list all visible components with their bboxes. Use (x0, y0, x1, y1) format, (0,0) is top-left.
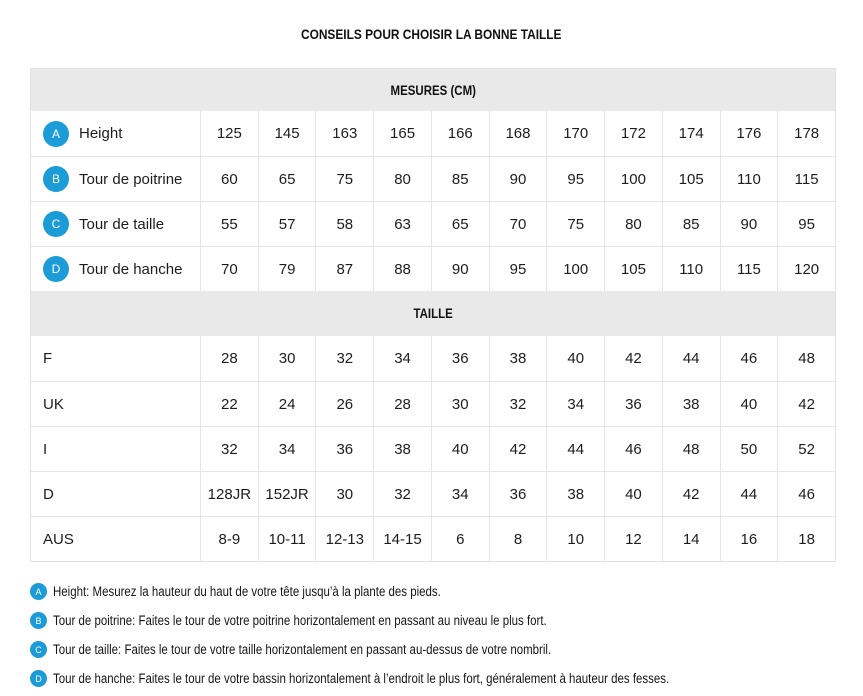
value-cell: 90 (720, 202, 778, 246)
page-title-text: CONSEILS POUR CHOISIR LA BONNE TAILLE (301, 26, 562, 42)
value-cell: 36 (489, 472, 547, 516)
value-cell: 18 (777, 517, 835, 561)
value-cell: 125 (200, 111, 258, 156)
value-cell: 38 (546, 472, 604, 516)
value-cell: 70 (489, 202, 547, 246)
row-label-cell (31, 202, 200, 246)
row-label: F (43, 350, 53, 367)
value-cell: 44 (546, 427, 604, 471)
value-cell: 145 (258, 111, 316, 156)
value-cell: 79 (258, 247, 316, 291)
value-cell: 38 (489, 336, 547, 381)
table-row (31, 246, 835, 291)
value-cell: 40 (431, 427, 489, 471)
mesures-header-text: MESURES (CM) (390, 82, 476, 98)
value-cell: 115 (777, 157, 835, 201)
value-cell: 40 (546, 336, 604, 381)
value-cell: 12 (604, 517, 662, 561)
page-title (0, 26, 863, 42)
footnote-text: Height: Mesurez la hauteur du haut de votre tête jusqu’à la plante des pieds. (53, 584, 441, 599)
value-cell: 163 (315, 111, 373, 156)
value-cell: 128JR (200, 472, 258, 516)
table-row (31, 201, 835, 246)
value-cell: 14-15 (373, 517, 431, 561)
value-cell: 44 (662, 336, 720, 381)
row-label-cell (31, 472, 200, 516)
value-cell: 65 (258, 157, 316, 201)
value-cell: 50 (720, 427, 778, 471)
row-label: Height (79, 125, 123, 142)
footnote-hanche (30, 664, 863, 693)
value-cell: 24 (258, 382, 316, 426)
value-cell: 46 (720, 336, 778, 381)
value-cell: 10 (546, 517, 604, 561)
table-row (31, 111, 835, 156)
table-row (31, 471, 835, 516)
value-cell: 55 (200, 202, 258, 246)
row-label-cell (31, 247, 200, 291)
value-cell: 85 (662, 202, 720, 246)
row-label-cell (31, 382, 200, 426)
letter-c-badge-icon: C (43, 211, 69, 237)
value-cell: 85 (431, 157, 489, 201)
value-cell: 110 (662, 247, 720, 291)
value-cell: 46 (777, 472, 835, 516)
value-cell: 28 (373, 382, 431, 426)
value-cell: 22 (200, 382, 258, 426)
value-cell: 36 (315, 427, 373, 471)
value-cell: 80 (604, 202, 662, 246)
row-label: AUS (43, 530, 74, 548)
value-cell: 36 (604, 382, 662, 426)
value-cell: 88 (373, 247, 431, 291)
value-cell: 63 (373, 202, 431, 246)
value-cell: 44 (720, 472, 778, 516)
value-cell: 30 (315, 472, 373, 516)
value-cell: 176 (720, 111, 778, 156)
value-cell: 105 (662, 157, 720, 201)
value-cell: 95 (777, 202, 835, 246)
taille-header (31, 291, 835, 336)
row-label: Tour de poitrine (79, 170, 183, 188)
value-cell: 38 (662, 382, 720, 426)
value-cell: 14 (662, 517, 720, 561)
value-cell: 48 (777, 336, 835, 381)
letter-a-badge-icon: A (30, 583, 47, 600)
value-cell: 105 (604, 247, 662, 291)
value-cell: 100 (604, 157, 662, 201)
value-cell: 170 (546, 111, 604, 156)
value-cell: 32 (373, 472, 431, 516)
value-cell: 120 (777, 247, 835, 291)
value-cell: 100 (546, 247, 604, 291)
value-cell: 60 (200, 157, 258, 201)
row-label: D (43, 485, 54, 503)
row-label-cell (31, 517, 200, 561)
letter-b-badge-icon: B (30, 612, 47, 629)
value-cell: 38 (373, 427, 431, 471)
row-label-cell (31, 427, 200, 471)
value-cell: 95 (489, 247, 547, 291)
taille-rows (31, 336, 835, 561)
footnote-poitrine (30, 606, 863, 635)
row-label: Tour de hanche (79, 260, 183, 278)
value-cell: 42 (489, 427, 547, 471)
value-cell: 46 (604, 427, 662, 471)
value-cell: 152JR (258, 472, 316, 516)
letter-c-badge-icon: C (30, 641, 47, 658)
table-row (31, 156, 835, 201)
footnote-text: Tour de poitrine: Faites le tour de votre poitrine horizontalement en passant au niveau le plus fort. (53, 613, 547, 628)
value-cell: 58 (315, 202, 373, 246)
value-cell: 172 (604, 111, 662, 156)
row-label: Tour de taille (79, 215, 165, 233)
value-cell: 10-11 (258, 517, 316, 561)
value-cell: 95 (546, 157, 604, 201)
letter-d-badge-icon: D (43, 256, 69, 282)
table-row (31, 426, 835, 471)
row-label-cell (31, 111, 200, 156)
value-cell: 12-13 (315, 517, 373, 561)
row-label: UK (43, 395, 64, 413)
value-cell: 42 (662, 472, 720, 516)
taille-header-text: TAILLE (413, 306, 453, 321)
value-cell: 8-9 (200, 517, 258, 561)
size-table (30, 68, 836, 562)
value-cell: 52 (777, 427, 835, 471)
value-cell: 32 (315, 336, 373, 381)
value-cell: 110 (720, 157, 778, 201)
footnote-text: Tour de hanche: Faites le tour de votre bassin horizontalement à l’endroit le plus fort, généralement à hauteur des fesses. (53, 671, 670, 686)
row-label-cell (31, 336, 200, 381)
value-cell: 65 (431, 202, 489, 246)
value-cell: 34 (373, 336, 431, 381)
value-cell: 16 (720, 517, 778, 561)
footnote-taille (30, 635, 863, 664)
row-label-cell (31, 157, 200, 201)
value-cell: 80 (373, 157, 431, 201)
value-cell: 30 (258, 336, 316, 381)
value-cell: 34 (431, 472, 489, 516)
mesures-header (31, 69, 835, 111)
value-cell: 32 (489, 382, 547, 426)
value-cell: 75 (546, 202, 604, 246)
value-cell: 168 (489, 111, 547, 156)
value-cell: 40 (720, 382, 778, 426)
value-cell: 165 (373, 111, 431, 156)
value-cell: 57 (258, 202, 316, 246)
value-cell: 36 (431, 336, 489, 381)
letter-d-badge-icon: D (30, 670, 47, 687)
table-row (31, 381, 835, 426)
value-cell: 87 (315, 247, 373, 291)
footnote-height (30, 577, 863, 606)
value-cell: 90 (431, 247, 489, 291)
value-cell: 166 (431, 111, 489, 156)
value-cell: 90 (489, 157, 547, 201)
value-cell: 30 (431, 382, 489, 426)
value-cell: 42 (777, 382, 835, 426)
value-cell: 28 (200, 336, 258, 381)
value-cell: 8 (489, 517, 547, 561)
value-cell: 75 (315, 157, 373, 201)
value-cell: 26 (315, 382, 373, 426)
footnotes (30, 577, 863, 693)
value-cell: 34 (258, 427, 316, 471)
value-cell: 32 (200, 427, 258, 471)
mesures-rows (31, 111, 835, 291)
value-cell: 174 (662, 111, 720, 156)
value-cell: 115 (720, 247, 778, 291)
value-cell: 40 (604, 472, 662, 516)
value-cell: 42 (604, 336, 662, 381)
table-row (31, 516, 835, 561)
value-cell: 178 (777, 111, 835, 156)
value-cell: 6 (431, 517, 489, 561)
footnote-text: Tour de taille: Faites le tour de votre taille horizontalement en passant au-dessus de votre nombril. (53, 642, 552, 657)
letter-a-badge-icon: A (43, 121, 69, 147)
value-cell: 70 (200, 247, 258, 291)
table-row (31, 336, 835, 381)
value-cell: 48 (662, 427, 720, 471)
value-cell: 34 (546, 382, 604, 426)
letter-b-badge-icon: B (43, 166, 69, 192)
row-label: I (43, 440, 48, 458)
